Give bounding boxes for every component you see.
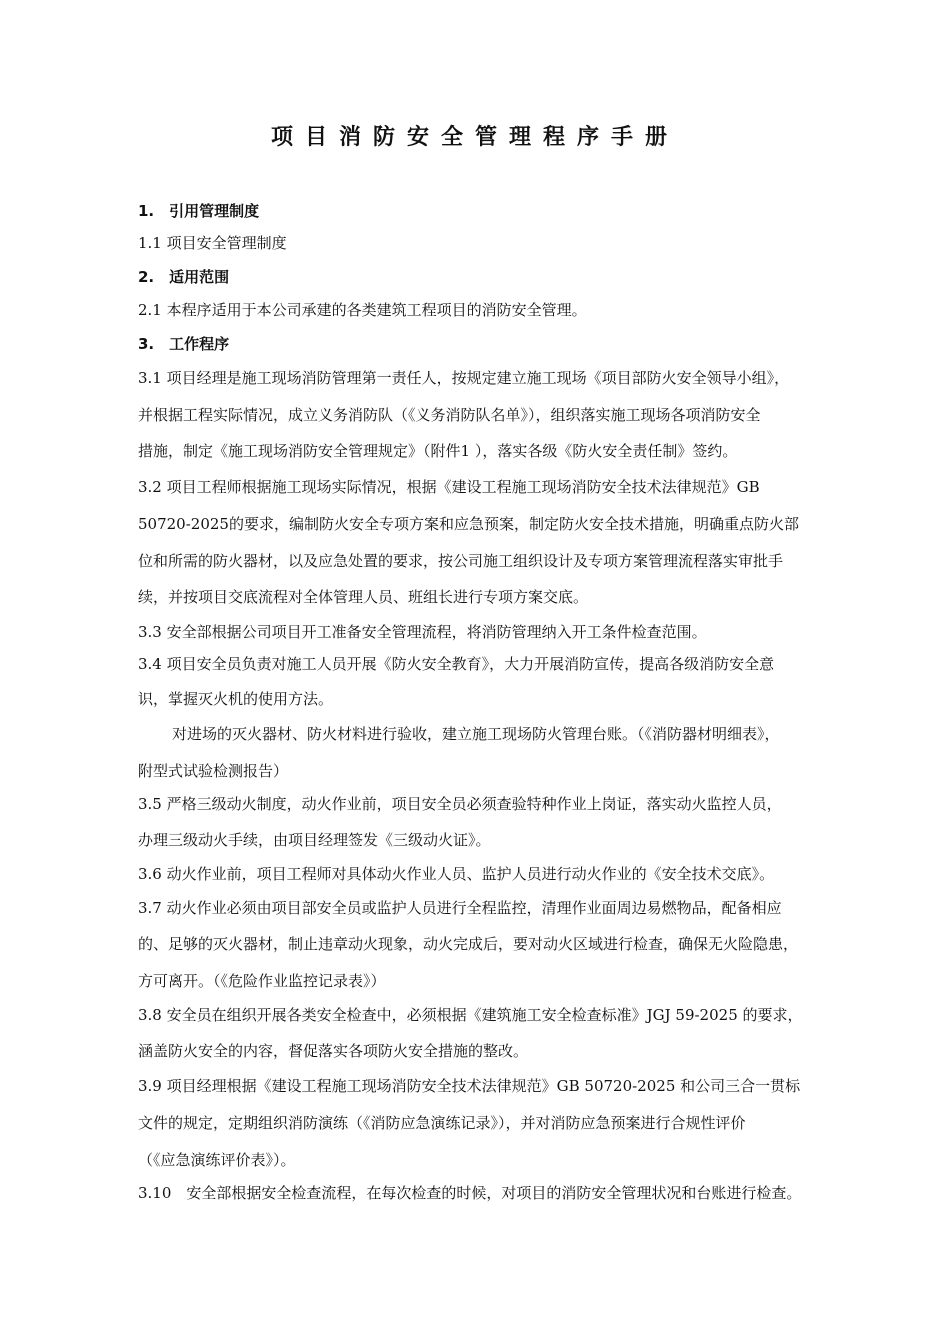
paragraph-line: 涵盖防火安全的内容，督促落实各项防火安全措施的整改。 [138, 1042, 529, 1060]
paragraph-line: 方可离开。（《危险作业监控记录表》） [138, 972, 386, 990]
section-heading: 2. 适用范围 [138, 268, 230, 286]
paragraph-line: 3.4 项目安全员负责对施工人员开展《防火安全教育》，大力开展消防宣传，提高各级消防安全意 [138, 655, 775, 673]
paragraph-line: 识，掌握灭火机的使用方法。 [138, 690, 334, 708]
paragraph-line: 并根据工程实际情况，成立义务消防队（《义务消防队名单》），组织落实施工现场各项消防安全 [138, 406, 761, 424]
paragraph-line: 2.1 本程序适用于本公司承建的各类建筑工程项目的消防安全管理。 [138, 301, 587, 319]
document-title: 项目消防安全管理程序手册 [270, 125, 679, 150]
paragraph-line: 的、足够的灭火器材，制止违章动火现象，动火完成后，要对动火区域进行检查，确保无火险隐患， [138, 935, 799, 953]
paragraph-line: 3.3 安全部根据公司项目开工准备安全管理流程，将消防管理纳入开工条件检查范围。 [138, 623, 707, 641]
paragraph-line: 措施，制定《施工现场消防安全管理规定》（附件1 ），落实各级《防火安全责任制》签约。 [138, 442, 738, 460]
section-heading: 1. 引用管理制度 [138, 202, 260, 220]
paragraph-line: 50720-2025的要求，编制防火安全专项方案和应急预案，制定防火安全技术措施，明确重点防火部 [138, 515, 799, 533]
paragraph-line: 附型式试验检测报告） [138, 762, 289, 780]
section-heading: 3. 工作程序 [138, 335, 230, 353]
paragraph-line: 3.10 安全部根据安全检查流程，在每次检查的时候，对项目的消防安全管理状况和台账进行检查。 [138, 1184, 802, 1202]
paragraph-line: 对进场的灭火器材、防火材料进行验收，建立施工现场防火管理台账。（《消防器材明细表》， [172, 725, 780, 743]
paragraph-line: 1.1 项目安全管理制度 [138, 234, 287, 252]
paragraph-line: 3.1 项目经理是施工现场消防管理第一责任人，按规定建立施工现场《项目部防火安全领导小组》， [138, 369, 790, 387]
paragraph-line: 文件的规定，定期组织消防演练（《消防应急演练记录》），并对消防应急预案进行合规性评价 [138, 1114, 746, 1132]
paragraph-line: 3.2 项目工程师根据施工现场实际情况，根据《建设工程施工现场消防安全技术法律规范》GB [138, 478, 760, 496]
paragraph-line: 3.9 项目经理根据《建设工程施工现场消防安全技术法律规范》GB 50720-2025 和公司三合一贯标 [138, 1077, 801, 1095]
paragraph-line: 续，并按项目交底流程对全体管理人员、班组长进行专项方案交底。 [138, 588, 589, 606]
paragraph-line: 3.7 动火作业必须由项目部安全员或监护人员进行全程监控，清理作业面周边易燃物品，配备相应 [138, 899, 782, 917]
paragraph-line: 办理三级动火手续，由项目经理签发《三级动火证》。 [138, 831, 491, 849]
paragraph-line: 位和所需的防火器材，以及应急处置的要求，按公司施工组织设计及专项方案管理流程落实审批手 [138, 552, 784, 570]
paragraph-line: 3.8 安全员在组织开展各类安全检查中，必须根据《建筑施工安全检查标准》JGJ 59-2025 的要求， [138, 1006, 803, 1024]
paragraph-line: 3.5 严格三级动火制度，动火作业前，项目安全员必须查验特种作业上岗证，落实动火监控人员， [138, 795, 782, 813]
paragraph-line: （《应急演练评价表》）。 [138, 1151, 296, 1169]
paragraph-line: 3.6 动火作业前，项目工程师对具体动火作业人员、监护人员进行动火作业的《安全技术交底》。 [138, 865, 775, 883]
